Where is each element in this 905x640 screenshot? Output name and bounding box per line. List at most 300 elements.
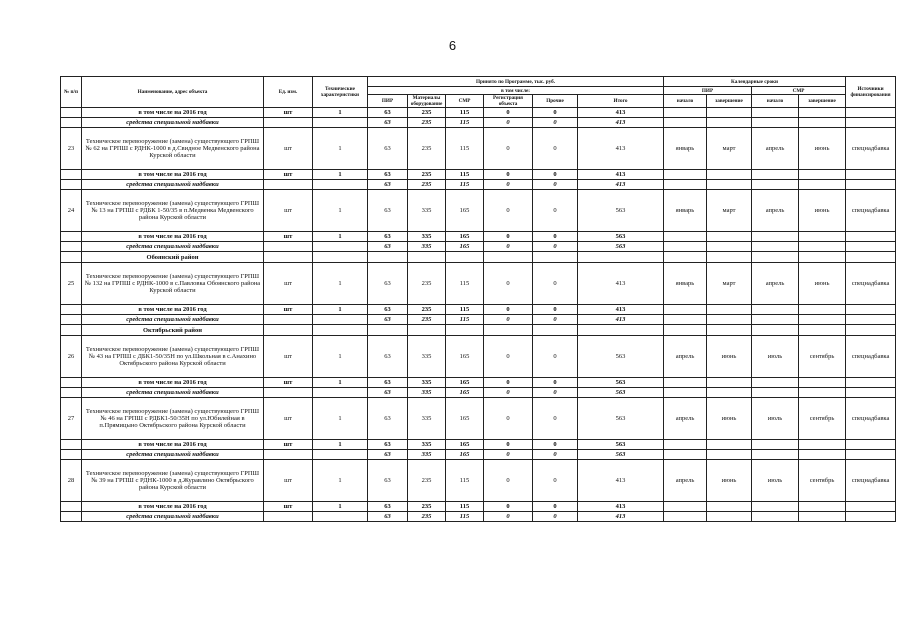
object-row — [61, 128, 896, 170]
table-body — [61, 108, 896, 522]
empty-cell — [313, 325, 368, 336]
year-subtotal-row — [61, 305, 896, 315]
empty-cell — [484, 252, 533, 263]
num-cell — [61, 325, 82, 336]
pir-end-cell — [707, 512, 752, 522]
pir-cell: 63 — [368, 315, 408, 325]
empty-cell — [533, 252, 578, 263]
total-cell: 413 — [578, 170, 664, 180]
header-smr-end: завершение — [799, 95, 846, 108]
smr-start-cell — [752, 118, 799, 128]
tech-cell — [313, 118, 368, 128]
pir-end-cell — [707, 388, 752, 398]
row-number: 23 — [61, 128, 82, 170]
unit-cell: шт — [264, 460, 313, 502]
row-number-empty — [61, 388, 82, 398]
smr-cell: 115 — [446, 170, 484, 180]
empty-cell — [578, 252, 664, 263]
smr-end-cell — [799, 512, 846, 522]
total-cell: 413 — [578, 512, 664, 522]
other-cell: 0 — [533, 378, 578, 388]
unit-cell — [264, 512, 313, 522]
materials-cell: 235 — [408, 118, 446, 128]
pir-end-cell: июнь — [707, 460, 752, 502]
empty-cell — [408, 252, 446, 263]
row-number: 28 — [61, 460, 82, 502]
smr-cell: 115 — [446, 180, 484, 190]
row-number-empty — [61, 512, 82, 522]
pir-end-cell — [707, 242, 752, 252]
object-name: в том числе на 2016 год — [82, 170, 264, 180]
source-cell: спецнадбавка — [846, 460, 896, 502]
smr-end-cell — [799, 378, 846, 388]
registration-cell: 0 — [484, 128, 533, 170]
empty-cell — [368, 252, 408, 263]
unit-cell: шт — [264, 378, 313, 388]
year-subtotal-row — [61, 378, 896, 388]
header-calendar: Календарные сроки — [664, 77, 846, 87]
materials-cell: 235 — [408, 315, 446, 325]
smr-start-cell — [752, 450, 799, 460]
district-title: Обоянский район — [82, 252, 264, 263]
smr-end-cell — [799, 315, 846, 325]
empty-cell — [533, 325, 578, 336]
object-row — [61, 336, 896, 378]
header-other: Прочие — [533, 95, 578, 108]
special-allowance-row — [61, 242, 896, 252]
materials-cell: 235 — [408, 460, 446, 502]
registration-cell: 0 — [484, 170, 533, 180]
empty-cell — [484, 325, 533, 336]
header-materials: Материалы оборудование — [408, 95, 446, 108]
unit-cell — [264, 180, 313, 190]
smr-end-cell: сентябрь — [799, 398, 846, 440]
smr-end-cell — [799, 388, 846, 398]
smr-start-cell — [752, 315, 799, 325]
smr-end-cell: июнь — [799, 128, 846, 170]
smr-end-cell — [799, 242, 846, 252]
tech-cell — [313, 180, 368, 190]
source-cell — [846, 305, 896, 315]
source-cell — [846, 450, 896, 460]
smr-start-cell: апрель — [752, 190, 799, 232]
object-name: Техническое перевооружение (замена) существующего ГРПШ № 132 на ГРПШ с РДНК-1000 в с.Павловка Обоянского района Курской области — [82, 263, 264, 305]
object-row — [61, 460, 896, 502]
object-name: Техническое перевооружение (замена) существующего ГРПШ № 43 на ГРПШ с ДБК1-50/35Н по ул.Школьная в с.Анахино Октябрьского района Курской области — [82, 336, 264, 378]
special-allowance-row — [61, 450, 896, 460]
pir-start-cell: январь — [664, 190, 707, 232]
tech-cell: 1 — [313, 336, 368, 378]
smr-cell: 115 — [446, 502, 484, 512]
source-cell: спецнадбавка — [846, 128, 896, 170]
pir-end-cell — [707, 440, 752, 450]
smr-end-cell: июнь — [799, 190, 846, 232]
unit-cell: шт — [264, 502, 313, 512]
unit-cell: шт — [264, 128, 313, 170]
registration-cell: 0 — [484, 108, 533, 118]
other-cell: 0 — [533, 190, 578, 232]
empty-cell — [707, 252, 752, 263]
pir-cell: 63 — [368, 242, 408, 252]
unit-cell — [264, 315, 313, 325]
smr-start-cell — [752, 440, 799, 450]
total-cell: 563 — [578, 388, 664, 398]
pir-start-cell: апрель — [664, 460, 707, 502]
empty-cell — [799, 325, 846, 336]
pir-end-cell — [707, 502, 752, 512]
unit-cell: шт — [264, 336, 313, 378]
smr-end-cell — [799, 108, 846, 118]
smr-end-cell — [799, 305, 846, 315]
source-cell — [846, 512, 896, 522]
tech-cell: 1 — [313, 128, 368, 170]
header-cal-smr: СМР — [752, 87, 846, 95]
source-cell — [846, 108, 896, 118]
object-name: Техническое перевооружение (замена) существующего ГРПШ № 62 на ГРПШ с РДНК-1000 в д.Свидное Медвенского района Курской области — [82, 128, 264, 170]
unit-cell: шт — [264, 190, 313, 232]
total-cell: 563 — [578, 440, 664, 450]
registration-cell: 0 — [484, 440, 533, 450]
registration-cell: 0 — [484, 512, 533, 522]
materials-cell: 235 — [408, 305, 446, 315]
unit-cell — [264, 242, 313, 252]
total-cell: 413 — [578, 315, 664, 325]
special-allowance-row — [61, 512, 896, 522]
registration-cell: 0 — [484, 388, 533, 398]
smr-end-cell — [799, 450, 846, 460]
row-number-cont — [61, 378, 82, 388]
pir-end-cell: март — [707, 263, 752, 305]
empty-cell — [664, 325, 707, 336]
tech-cell: 1 — [313, 263, 368, 305]
empty-cell — [313, 252, 368, 263]
row-number: 26 — [61, 336, 82, 378]
empty-cell — [578, 325, 664, 336]
total-cell: 413 — [578, 305, 664, 315]
empty-cell — [752, 325, 799, 336]
row-number-empty — [61, 450, 82, 460]
investment-program-table — [60, 76, 896, 522]
tech-cell: 1 — [313, 378, 368, 388]
header-smr: СМР — [446, 95, 484, 108]
smr-cell: 165 — [446, 388, 484, 398]
num-cell — [61, 252, 82, 263]
pir-cell: 63 — [368, 108, 408, 118]
empty-cell — [707, 325, 752, 336]
empty-cell — [846, 325, 896, 336]
pir-start-cell: апрель — [664, 336, 707, 378]
smr-end-cell — [799, 180, 846, 190]
row-number-empty — [61, 315, 82, 325]
smr-start-cell — [752, 170, 799, 180]
materials-cell: 335 — [408, 190, 446, 232]
object-name: в том числе на 2016 год — [82, 440, 264, 450]
empty-cell — [664, 252, 707, 263]
smr-cell: 165 — [446, 190, 484, 232]
object-name: в том числе на 2016 год — [82, 108, 264, 118]
empty-cell — [446, 325, 484, 336]
header-pir-end: завершение — [707, 95, 752, 108]
other-cell: 0 — [533, 315, 578, 325]
other-cell: 0 — [533, 118, 578, 128]
unit-cell: шт — [264, 398, 313, 440]
unit-cell — [264, 450, 313, 460]
tech-cell: 1 — [313, 170, 368, 180]
total-cell: 413 — [578, 180, 664, 190]
smr-end-cell — [799, 232, 846, 242]
smr-end-cell — [799, 118, 846, 128]
other-cell: 0 — [533, 398, 578, 440]
materials-cell: 335 — [408, 232, 446, 242]
smr-end-cell: июнь — [799, 263, 846, 305]
smr-end-cell: сентябрь — [799, 460, 846, 502]
pir-cell: 63 — [368, 180, 408, 190]
total-cell: 563 — [578, 398, 664, 440]
materials-cell: 235 — [408, 502, 446, 512]
empty-cell — [264, 325, 313, 336]
smr-start-cell: апрель — [752, 128, 799, 170]
other-cell: 0 — [533, 170, 578, 180]
source-cell: спецнадбавка — [846, 398, 896, 440]
pir-cell: 63 — [368, 512, 408, 522]
other-cell: 0 — [533, 128, 578, 170]
total-cell: 563 — [578, 336, 664, 378]
other-cell: 0 — [533, 242, 578, 252]
materials-cell: 335 — [408, 336, 446, 378]
empty-cell — [846, 252, 896, 263]
source-cell — [846, 242, 896, 252]
object-name: Техническое перевооружение (замена) существующего ГРПШ № 13 на ГРПШ с РДБК 1-50/35 в п.Медвенка Медвенского района Курской области — [82, 190, 264, 232]
special-allowance-row — [61, 388, 896, 398]
pir-cell: 63 — [368, 378, 408, 388]
district-row — [61, 252, 896, 263]
other-cell: 0 — [533, 263, 578, 305]
row-number-empty — [61, 242, 82, 252]
header-total: Итого — [578, 95, 664, 108]
smr-end-cell — [799, 440, 846, 450]
smr-start-cell — [752, 242, 799, 252]
pir-end-cell: март — [707, 190, 752, 232]
source-cell — [846, 315, 896, 325]
header-smr-start: начало — [752, 95, 799, 108]
total-cell: 563 — [578, 190, 664, 232]
special-allowance-row — [61, 315, 896, 325]
pir-cell: 63 — [368, 336, 408, 378]
pir-cell: 63 — [368, 305, 408, 315]
other-cell: 0 — [533, 180, 578, 190]
smr-end-cell — [799, 170, 846, 180]
pir-end-cell: июнь — [707, 336, 752, 378]
object-name: в том числе на 2016 год — [82, 232, 264, 242]
tech-cell: 1 — [313, 108, 368, 118]
pir-end-cell — [707, 450, 752, 460]
object-row — [61, 263, 896, 305]
smr-cell: 165 — [446, 440, 484, 450]
object-name: средства специальной надбавки — [82, 512, 264, 522]
pir-start-cell — [664, 450, 707, 460]
tech-cell — [313, 242, 368, 252]
total-cell: 563 — [578, 378, 664, 388]
row-number-empty — [61, 180, 82, 190]
smr-end-cell — [799, 502, 846, 512]
other-cell: 0 — [533, 336, 578, 378]
other-cell: 0 — [533, 108, 578, 118]
smr-cell: 115 — [446, 305, 484, 315]
total-cell: 413 — [578, 460, 664, 502]
smr-start-cell — [752, 180, 799, 190]
source-cell: спецнадбавка — [846, 263, 896, 305]
tech-cell: 1 — [313, 305, 368, 315]
pir-end-cell — [707, 315, 752, 325]
tech-cell: 1 — [313, 232, 368, 242]
pir-cell: 63 — [368, 450, 408, 460]
registration-cell: 0 — [484, 118, 533, 128]
pir-end-cell — [707, 305, 752, 315]
pir-cell: 63 — [368, 263, 408, 305]
materials-cell: 235 — [408, 170, 446, 180]
total-cell: 413 — [578, 263, 664, 305]
materials-cell: 335 — [408, 440, 446, 450]
smr-cell: 165 — [446, 378, 484, 388]
total-cell: 563 — [578, 450, 664, 460]
tech-cell — [313, 315, 368, 325]
registration-cell: 0 — [484, 180, 533, 190]
unit-cell: шт — [264, 263, 313, 305]
registration-cell: 0 — [484, 336, 533, 378]
registration-cell: 0 — [484, 232, 533, 242]
total-cell: 413 — [578, 108, 664, 118]
object-name: средства специальной надбавки — [82, 388, 264, 398]
total-cell: 563 — [578, 232, 664, 242]
source-cell — [846, 180, 896, 190]
tech-cell: 1 — [313, 190, 368, 232]
other-cell: 0 — [533, 450, 578, 460]
object-name: средства специальной надбавки — [82, 180, 264, 190]
district-row — [61, 325, 896, 336]
pir-start-cell — [664, 232, 707, 242]
pir-start-cell — [664, 315, 707, 325]
smr-cell: 115 — [446, 128, 484, 170]
pir-cell: 63 — [368, 170, 408, 180]
pir-start-cell — [664, 440, 707, 450]
unit-cell: шт — [264, 232, 313, 242]
smr-cell: 115 — [446, 315, 484, 325]
pir-start-cell — [664, 388, 707, 398]
pir-start-cell — [664, 180, 707, 190]
materials-cell: 235 — [408, 263, 446, 305]
materials-cell: 235 — [408, 128, 446, 170]
tech-cell: 1 — [313, 440, 368, 450]
header-unit: Ед. изм. — [264, 77, 313, 108]
district-title: Октябрьский район — [82, 325, 264, 336]
object-name: средства специальной надбавки — [82, 315, 264, 325]
smr-start-cell: апрель — [752, 263, 799, 305]
pir-cell: 63 — [368, 232, 408, 242]
pir-cell: 63 — [368, 190, 408, 232]
empty-cell — [368, 325, 408, 336]
other-cell: 0 — [533, 512, 578, 522]
registration-cell: 0 — [484, 263, 533, 305]
pir-cell: 63 — [368, 388, 408, 398]
materials-cell: 335 — [408, 378, 446, 388]
smr-cell: 165 — [446, 336, 484, 378]
registration-cell: 0 — [484, 398, 533, 440]
object-name: в том числе на 2016 год — [82, 378, 264, 388]
row-number-empty — [61, 108, 82, 118]
smr-cell: 165 — [446, 242, 484, 252]
empty-cell — [799, 252, 846, 263]
pir-start-cell — [664, 118, 707, 128]
smr-start-cell — [752, 305, 799, 315]
pir-cell: 63 — [368, 460, 408, 502]
object-name: в том числе на 2016 год — [82, 502, 264, 512]
pir-start-cell — [664, 108, 707, 118]
smr-start-cell — [752, 108, 799, 118]
source-cell — [846, 170, 896, 180]
year-subtotal-row — [61, 108, 896, 118]
pir-start-cell — [664, 170, 707, 180]
smr-cell: 115 — [446, 512, 484, 522]
smr-start-cell: июль — [752, 460, 799, 502]
object-row — [61, 190, 896, 232]
empty-cell — [408, 325, 446, 336]
smr-cell: 115 — [446, 263, 484, 305]
registration-cell: 0 — [484, 460, 533, 502]
header-registration: Регистрация объекта — [484, 95, 533, 108]
header-name: Наименование, адрес объекта — [82, 77, 264, 108]
object-name: Техническое перевооружение (замена) существующего ГРПШ № 39 на ГРПШ с РДНК-1000 в д.Журавлино Октябрьского района Курской области — [82, 460, 264, 502]
header-pir-start: начало — [664, 95, 707, 108]
tech-cell: 1 — [313, 460, 368, 502]
registration-cell: 0 — [484, 305, 533, 315]
tech-cell: 1 — [313, 398, 368, 440]
object-row — [61, 398, 896, 440]
pir-start-cell — [664, 305, 707, 315]
source-cell — [846, 502, 896, 512]
registration-cell: 0 — [484, 190, 533, 232]
pir-cell: 63 — [368, 502, 408, 512]
header-num: № п/п — [61, 77, 82, 108]
object-name: средства специальной надбавки — [82, 450, 264, 460]
pir-end-cell — [707, 170, 752, 180]
pir-end-cell — [707, 118, 752, 128]
other-cell: 0 — [533, 502, 578, 512]
smr-start-cell: июль — [752, 398, 799, 440]
pir-cell: 63 — [368, 128, 408, 170]
source-cell — [846, 440, 896, 450]
object-name: средства специальной надбавки — [82, 118, 264, 128]
registration-cell: 0 — [484, 502, 533, 512]
object-name: в том числе на 2016 год — [82, 305, 264, 315]
unit-cell: шт — [264, 305, 313, 315]
pir-end-cell — [707, 108, 752, 118]
registration-cell: 0 — [484, 378, 533, 388]
tech-cell — [313, 450, 368, 460]
unit-cell — [264, 388, 313, 398]
pir-start-cell: январь — [664, 263, 707, 305]
unit-cell — [264, 118, 313, 128]
row-number: 27 — [61, 398, 82, 440]
row-number-empty — [61, 118, 82, 128]
object-name: средства специальной надбавки — [82, 242, 264, 252]
pir-start-cell — [664, 378, 707, 388]
smr-start-cell — [752, 502, 799, 512]
source-cell — [846, 378, 896, 388]
header-tech: Технические характеристики — [313, 77, 368, 108]
other-cell: 0 — [533, 388, 578, 398]
materials-cell: 235 — [408, 512, 446, 522]
year-subtotal-row — [61, 440, 896, 450]
